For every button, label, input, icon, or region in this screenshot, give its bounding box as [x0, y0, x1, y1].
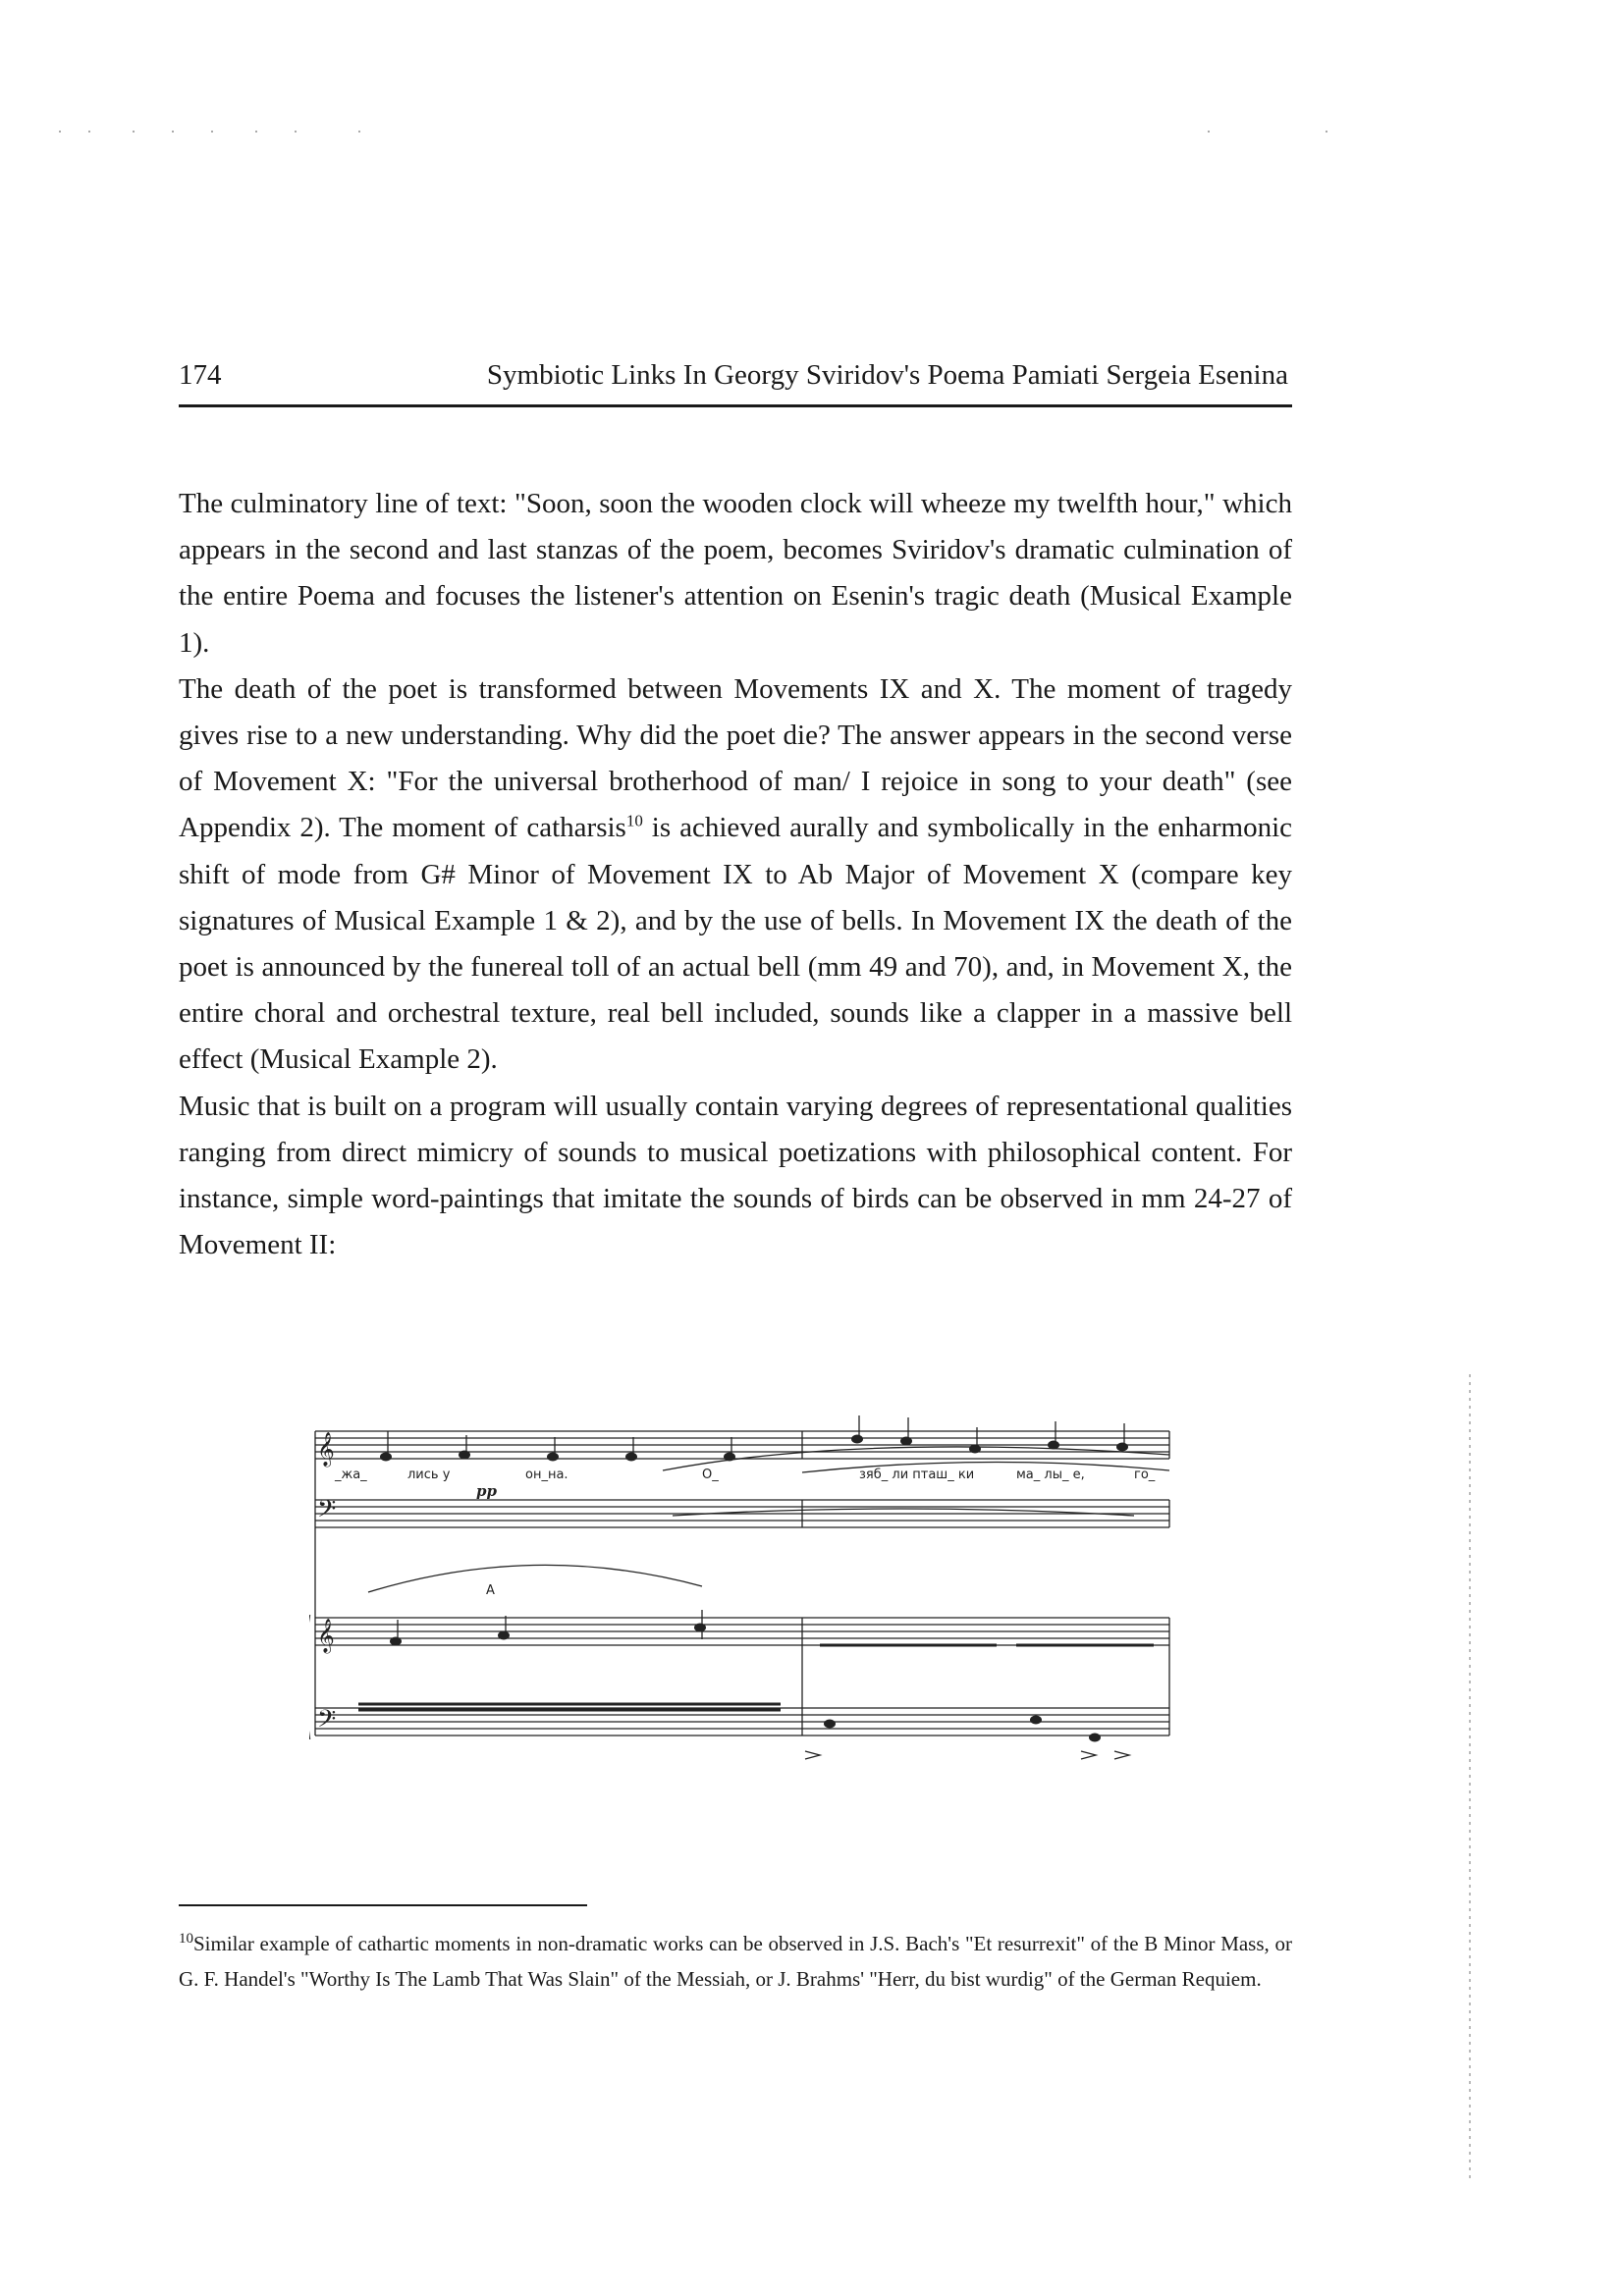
paragraph-text: The death of the poet is transformed between Movements IX and X. The moment of tragedy gives rise to a new understanding. Why did the poet die? The answer appears in the second verse of Movement X: "For the universal brotherhood of man/ I rejoice in song to your death" (see Appendix 2). The moment of catharsis [179, 672, 1292, 844]
lyric: _жа_ [335, 1468, 367, 1482]
footnote-text: Similar example of cathartic moments in non-dramatic works can be observed in J.S. Bach's "Et resurrexit" of the B Minor Mass, or G. F. Handel's "Worthy Is The Lamb That Was Slain" of the Messiah, or J. Brahms' "Herr, du bist wurdig" of the German Requiem. [179, 1932, 1292, 1991]
treble-clef-icon: 𝄞 [317, 1619, 335, 1653]
paragraph-text: is achieved aurally and symbolically in the enharmonic shift of mode from G# Minor of Movement IX to Ab Major of Movement X (compare key signatures of Musical Example 1 & 2), and by the use of bells. In Movement IX the death of the poet is announced by the funereal toll of an actual bell (mm 49 and 70), and, in Movement X, the entire choral and orchestral texture, real bell included, sounds like a clapper in a massive bell effect (Musical Example 2). [179, 812, 1292, 1076]
footnote [179, 1926, 1292, 1997]
lyric: лись у [407, 1468, 451, 1482]
piano-treble-staff [315, 1618, 1169, 1645]
running-header [179, 355, 1292, 407]
score-svg [309, 1414, 1173, 1767]
paragraph: Music that is built on a program will usually contain varying degrees of representational qualities ranging from direct mimicry of sounds to musical poetizations with philosophical content. For instance, simple word-paintings that imitate the sounds of birds can be observed in mm 24-27 of Movement II: [179, 1090, 1292, 1261]
treble-clef-icon: 𝄞 [317, 1432, 335, 1467]
paragraph: The culminatory line of text: "Soon, soon the wooden clock will wheeze my twelfth hour," which appears in the second and last stanzas of the poem, becomes Sviridov's dramatic culmination of the entire Poema and focuses the listener's attention on Esenin's tragic death (Musical Example 1). [179, 488, 1292, 659]
body-text [179, 481, 1292, 1268]
paragraph [179, 667, 1292, 1084]
lyric: он_на. [525, 1468, 568, 1482]
footnote-number: 10 [179, 1931, 193, 1947]
lyric: ма_ лы_ е, [1016, 1468, 1085, 1482]
dynamic-marking: pp [476, 1482, 497, 1500]
bass-staff [315, 1500, 1169, 1527]
lyric: зяб_ ли пташ_ ки [859, 1468, 975, 1482]
lyric: О_ [702, 1468, 719, 1482]
bass-clef-icon: 𝄢 [317, 1705, 337, 1739]
musical-example [309, 1414, 1173, 1767]
bass-clef-icon: 𝄢 [317, 1495, 337, 1529]
footnote-reference: 10 [625, 811, 643, 830]
voice-staff [315, 1431, 1169, 1459]
piano-bass-staff [315, 1708, 1169, 1735]
page-number: 174 [179, 359, 222, 391]
lyric: го_ [1134, 1468, 1156, 1482]
footnote-rule [179, 1904, 587, 1906]
running-title: Symbiotic Links In Georgy Sviridov's Poema Pamiati Sergeia Esenina [486, 359, 1288, 391]
rehearsal-mark: A [486, 1583, 495, 1598]
